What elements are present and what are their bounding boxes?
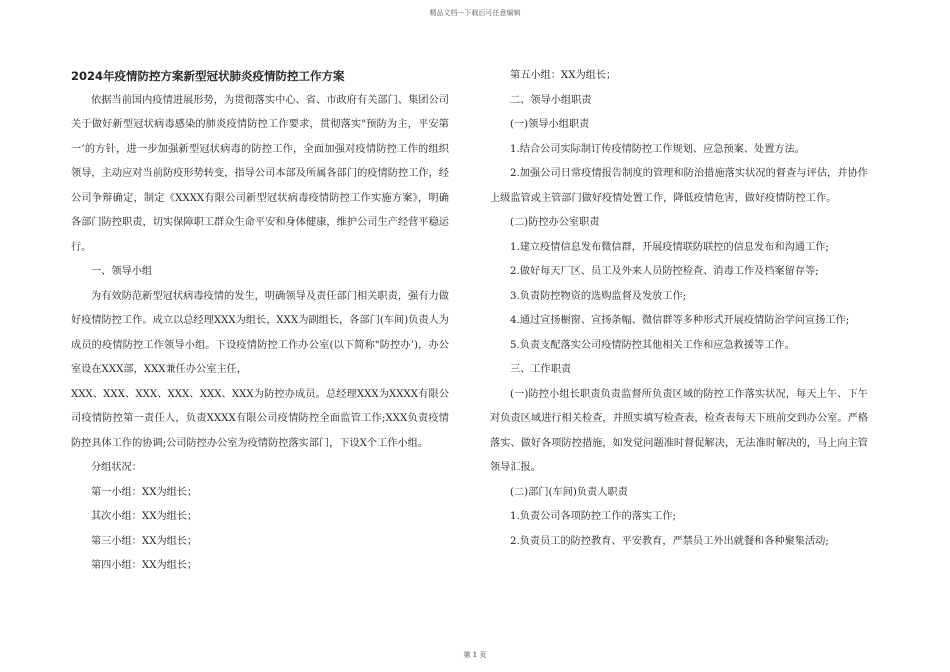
- left-column: [71, 64, 449, 579]
- list-item: 1.建立疫情信息发布微信群，开展疫情联防联控的信息发布和沟通工作;: [510, 241, 829, 253]
- list-item: 1.负责公司各项防控工作的落实工作;: [510, 511, 676, 522]
- page-footer: 第 1 页: [463, 651, 487, 659]
- list-item: 4.通过宣扬橱窗、宣扬条幅、微信群等多种形式开展疫情防治学问宣扬工作;: [510, 315, 850, 326]
- intro-paragraph: 依据当前国内疫情进展形势，为贯彻落实中心、省、市政府有关部门、集团公司关于做好新型冠状病毒感染的肺炎疫情防控工作要求，贯彻落实"预防为主，平安第一’的方针，进一步加强新型冠状病毒的防控工作，全面加强对疫情防控工作的组织领导，主动应对当前防疫形势转变，指导公司本部及所属各部门的疫情防控工作，经公司争辩确定，制定《XXXX有限公司新型冠状病毒疫情防控工作实施方案》，明确各部门防控职责，切实保障职工群众生命平安和身体健康，维护公司生产经营平稳运行。: [71, 94, 449, 253]
- list-item: 2.做好每天厂区、员工及外来人员防控检查、消毒工作及档案留存等;: [510, 266, 819, 277]
- body-paragraph: (一)防控小组长职责负责监督所负责区域的防控工作落实状况，每天上午、下午对负责区域进行相关检查，并照实填写检查表，检查表每天下班前交到办公室。严格落实、做好各项防控措施，如发觉问题准时督促解决，无法准时解决的，马上向主管领导汇报。: [490, 388, 868, 473]
- subsection-heading: (一)领导小组职责: [510, 119, 590, 130]
- section-heading: 一、领导小组: [91, 266, 153, 277]
- list-item: 1.结合公司实际制订传疫情防控工作规划、应急预案、处置方法。: [510, 143, 805, 155]
- page-header: 精品文档---下载后可任意编辑: [429, 9, 521, 17]
- section-heading: 二、领导小组职责: [510, 94, 592, 106]
- list-item: 5.负责支配落实公司疫情防控其他相关工作和应急救援等工作。: [510, 339, 795, 351]
- right-column: [490, 64, 868, 554]
- subsection-heading: (二)防控办公室职责: [510, 217, 600, 228]
- list-item: 第五小组：XX为组长；: [510, 70, 617, 81]
- list-item: 2.负责员工的防控教育、平安教育，严禁员工外出就餐和各种聚集活动;: [510, 535, 829, 547]
- list-item: 2.加强公司日常疫情报告制度的管理和防治措施落实状况的督查与评估，并协作上级监管或主管部门做好疫情处置工作，降低疫情危害，做好疫情防控工作。: [490, 168, 868, 204]
- list-heading: 分组状况：: [91, 462, 142, 473]
- section-heading: 三、工作职责: [510, 364, 572, 375]
- list-item: 第三小组：XX为组长；: [91, 535, 198, 547]
- document-title: 2024年疫情防控方案新型冠状肺炎疫情防控工作方案: [71, 69, 345, 83]
- subsection-heading: (二)部门(车间)负责人职责: [510, 486, 628, 498]
- body-paragraph: XXX、XXX、XXX、XXX、XXX、XXX为防控办成员。总经理XXX为XXXX有限公司疫情防控第一责任人，负责XXXX有限公司疫情防控全面监管工作;XXX负责疫情防控具体工作的协调;公司防控办公室为疫情防控落实部门，下设X个工作小组。: [71, 388, 449, 449]
- body-paragraph: 为有效防范新型冠状病毒疫情的发生，明确领导及责任部门相关职责，强有力做好疫情防控工作。成立以总经理XXX为组长，XXX为副组长，各部门(车间)负责人为成员的疫情防控工作领导小组。下设疫情防控工作办公室(以下简称"防控办’)，办公室设在XXX部，XXX兼任办公室主任，: [71, 290, 449, 375]
- list-item: 第一小组：XX为组长；: [91, 486, 198, 498]
- list-item: 第四小组：XX为组长；: [91, 560, 198, 571]
- list-item: 其次小组：XX为组长；: [91, 511, 198, 522]
- list-item: 3.负责防控物资的选购监督及发放工作;: [510, 290, 687, 302]
